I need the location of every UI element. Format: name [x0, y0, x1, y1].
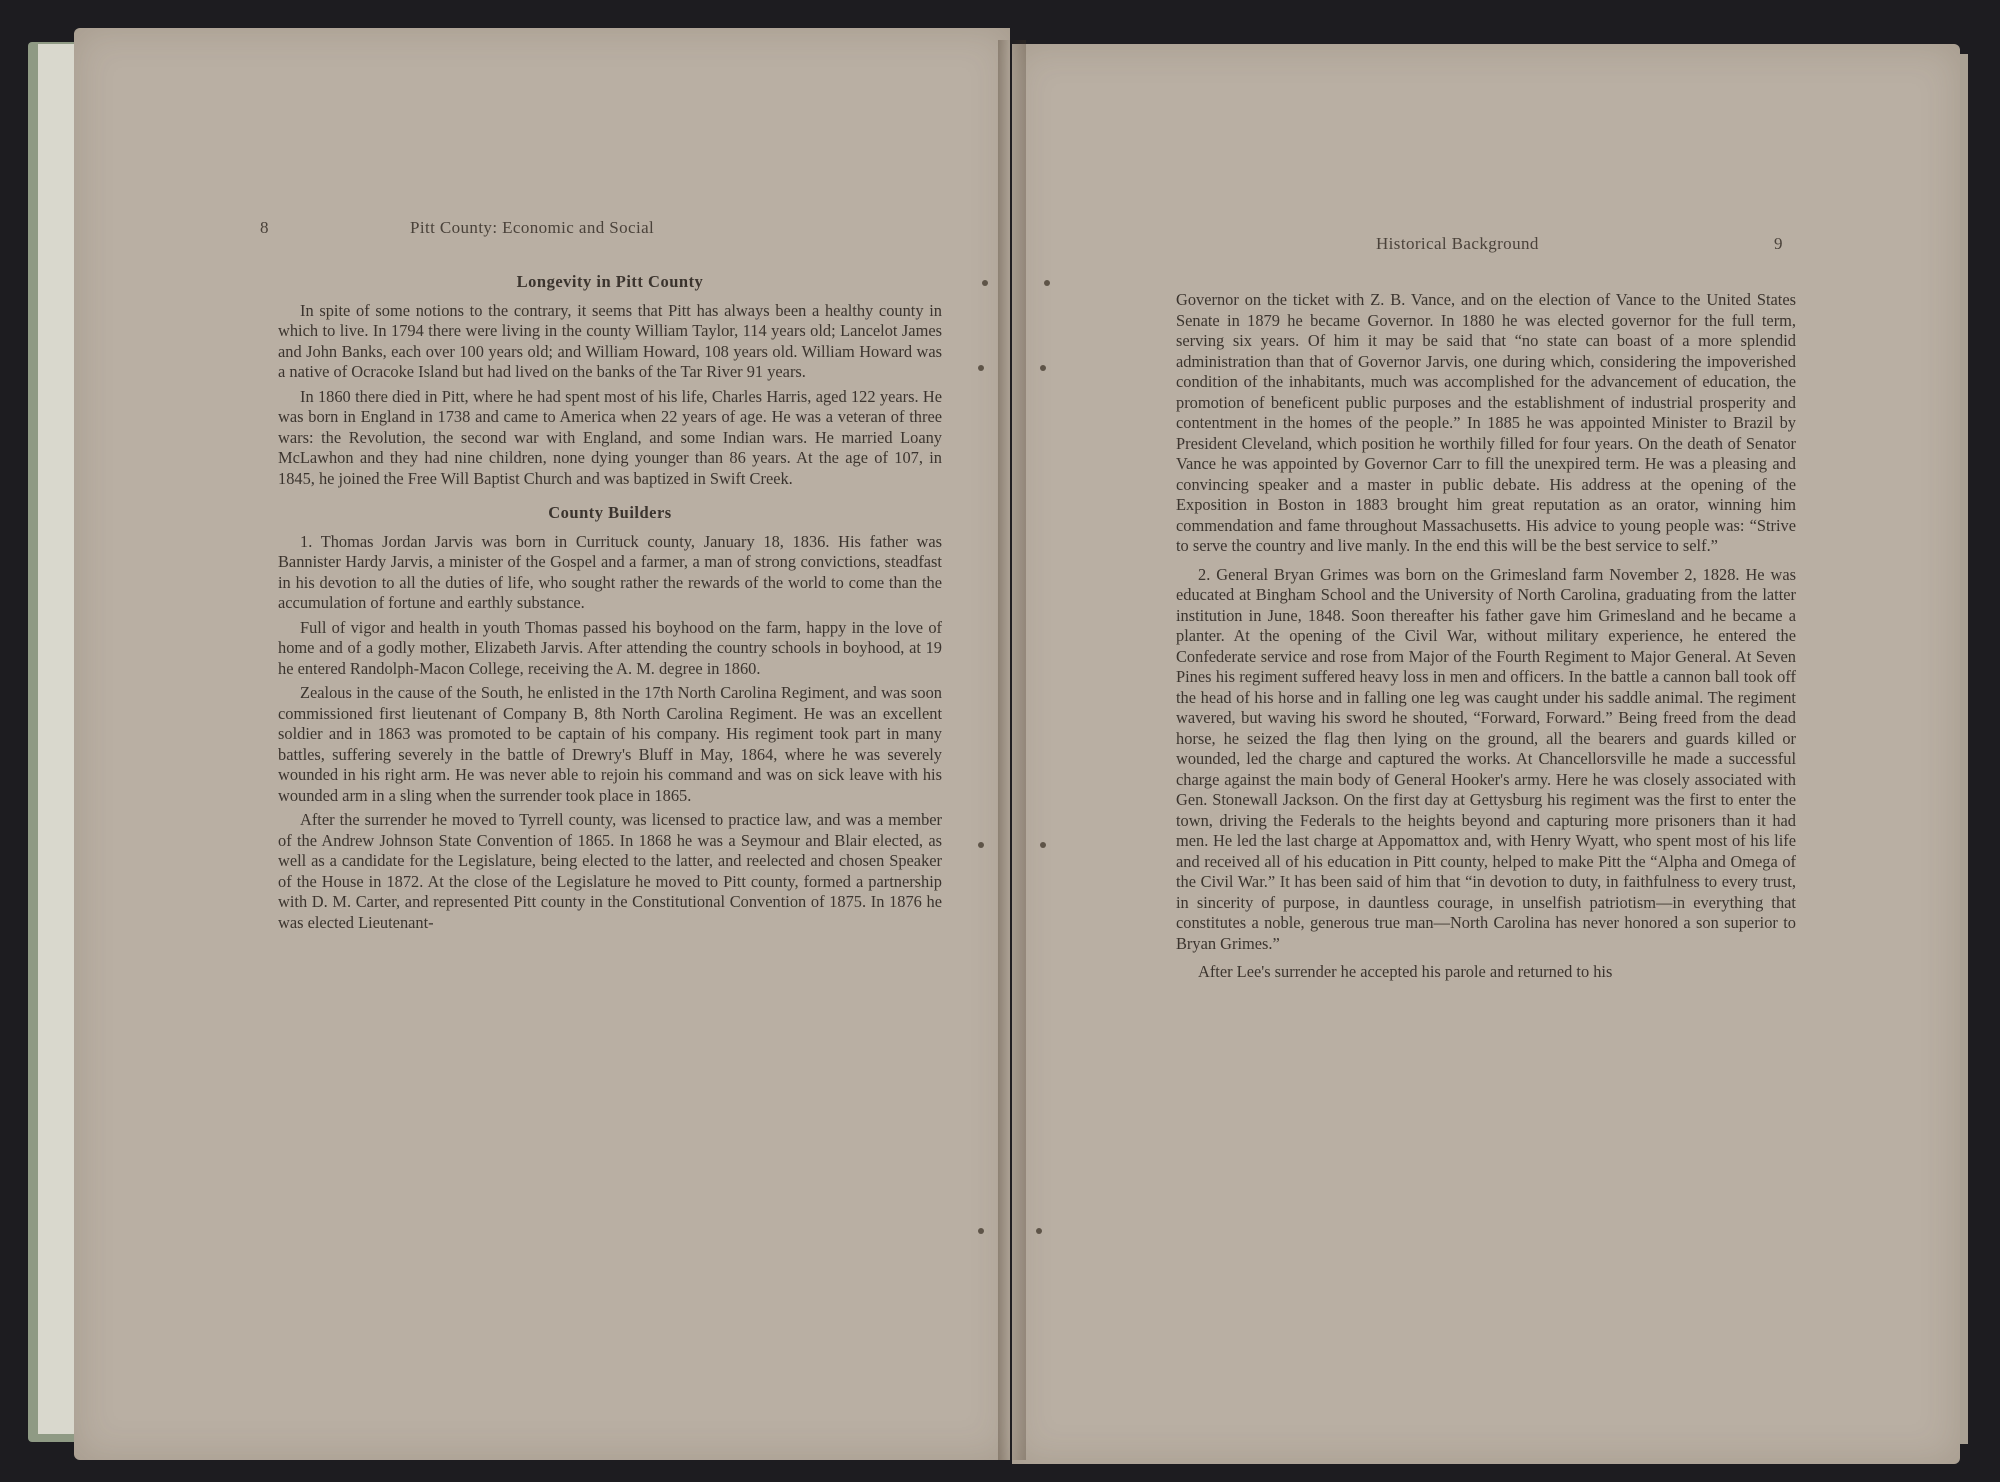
binding-hole	[1040, 842, 1046, 848]
paragraph: Zealous in the cause of the South, he enlisted in the 17th North Carolina Regiment, and was soon commissioned first lieutenant of Company B, 8th North Carolina Regiment. He was an excellent soldier and in 1863 was promoted to be captain of his company. His regiment took part in many battles, suffering severely in the battle of Drewry's Bluff in May, 1864, where he was severely wounded in his right arm. He was never able to rejoin his command and was on sick leave with his wounded arm in a sling when the surrender took place in 1865.	[278, 683, 942, 805]
right-page-number: 9	[1774, 234, 1783, 253]
left-page-number: 8	[260, 218, 269, 237]
paragraph: Governor on the ticket with Z. B. Vance, and on the election of Vance to the United States Senate in 1879 he became Governor. In 1880 he was elected governor for the full term, serving six years. Of him it may be said that “no state can boast of a more splendid administration than that of Governor Jarvis, one during which, considering the impoverished condition of the inhabitants, much was accomplished for the advancement of education, the promotion of beneficent public purposes and the establishment of industrial prosperity and contentment in the homes of the people.” In 1885 he was appointed Minister to Brazil by President Cleveland, which position he worthily filled for four years. On the death of Senator Vance he was appointed by Governor Carr to fill the unexpired term. He was a pleasing and convincing speaker and a master in public debate. His address at the opening of the Exposition in Boston in 1883 brought him great reputation as an orator, winning him commendation and fame throughout Massachusetts. His advice to young people was: “Strive to serve the country and live manly. In the end this will be the best service to self.”	[1176, 290, 1796, 555]
binding-hole	[978, 365, 984, 371]
right-page	[1012, 44, 1960, 1464]
paragraph: In spite of some notions to the contrary, it seems that Pitt has always been a healthy county in which to live. In 1794 there were living in the county William Taylor, 114 years old; Lancelot James and John Banks, each over 100 years old; and William Howard, 108 years old. William Howard was a native of Ocracoke Island but had lived on the banks of the Tar River 91 years.	[278, 300, 942, 381]
section-heading-county-builders: County Builders	[548, 503, 672, 522]
binding-hole	[982, 280, 988, 286]
paragraph: Full of vigor and health in youth Thomas passed his boyhood on the farm, happy in the love of home and of a godly mother, Elizabeth Jarvis. After attending the country schools in boyhood, at 19 he entered Randolph-Macon College, receiving the A. M. degree in 1860.	[278, 617, 942, 678]
binding-hole	[1040, 365, 1046, 371]
paragraph: In 1860 there died in Pitt, where he had spent most of his life, Charles Harris, aged 122 years. He was born in England in 1738 and came to America when 22 years of age. He was a veteran of three wars: the Revolution, the second war with England, and some Indian wars. He married Loany McLawhon and they had nine children, none dying younger than 86 years. At the age of 107, in 1845, he joined the Free Will Baptist Church and was baptized in Swift Creek.	[278, 386, 942, 488]
left-page	[74, 28, 1010, 1460]
right-running-head: Historical Background	[1376, 234, 1539, 253]
left-page-text	[278, 264, 942, 937]
binding-hole	[1044, 280, 1050, 286]
section-heading-longevity: Longevity in Pitt County	[516, 272, 704, 291]
binding-hole	[1036, 1228, 1042, 1234]
paragraph: 2. General Bryan Grimes was born on the Grimesland farm November 2, 1828. He was educated at Bingham School and the University of North Carolina, graduating from the latter institution in June, 1848. Soon thereafter his father gave him Grimesland and he became a planter. At the opening of the Civil War, without military experience, he entered the Confederate service and rose from Major of the Fourth Regiment to Major General. At Seven Pines his regiment suffered heavy loss in men and officers. In the battle a cannon ball took off the head of his horse and in falling one leg was caught under his saddle animal. The regiment wavered, but waving his sword he shouted, “Forward, Forward.” Being freed from the dead horse, he seized the flag then lying on the ground, all the bearers and guards killed or wounded, led the charge and captured the works. At Chancellorsville he made a successful charge against the main body of General Hooker's army. Here he was closely associated with Gen. Stonewall Jackson. On the first day at Gettysburg his regiment was the first to enter the town, driving the Federals to the heights beyond and capturing more prisoners than it had men. He led the last charge at Appomattox and, with Henry Wyatt, who spent most of his life and received all of his education in Pitt county, helped to make Pitt the “Alpha and Omega of the Civil War.” It has been said of him that “in devotion to duty, in faithfulness to every trust, in sincerity of purpose, in dauntless courage, in unselfish patriotism—in everything that constitutes a noble, generous true man—North Carolina has never honored a son superior to Bryan Grimes.”	[1176, 564, 1796, 953]
binding-hole	[978, 1228, 984, 1234]
book-gutter	[998, 40, 1026, 1460]
paragraph: 1. Thomas Jordan Jarvis was born in Currituck county, January 18, 1836. His father was Bannister Hardy Jarvis, a minister of the Gospel and a farmer, a man of strong convictions, steadfast in his devotion to all the duties of life, who sought rather the rewards of the world to come than the accumulation of fortune and earthly substance.	[278, 531, 942, 612]
right-page-text	[1176, 290, 1796, 987]
left-running-head: Pitt County: Economic and Social	[410, 218, 655, 237]
paragraph: After the surrender he moved to Tyrrell county, was licensed to practice law, and was a member of the Andrew Johnson State Convention of 1865. In 1868 he was a Seymour and Blair elected, as well as a candidate for the Legislature, being elected to the latter, and reelected and chosen Speaker of the House in 1872. At the close of the Legislature he moved to Pitt county, formed a partnership with D. M. Carter, and represented Pitt county in the Constitutional Convention of 1875. In 1876 he was elected Lieutenant-	[278, 810, 942, 932]
paragraph: After Lee's surrender he accepted his parole and returned to his	[1198, 962, 1613, 981]
binding-hole	[978, 842, 984, 848]
